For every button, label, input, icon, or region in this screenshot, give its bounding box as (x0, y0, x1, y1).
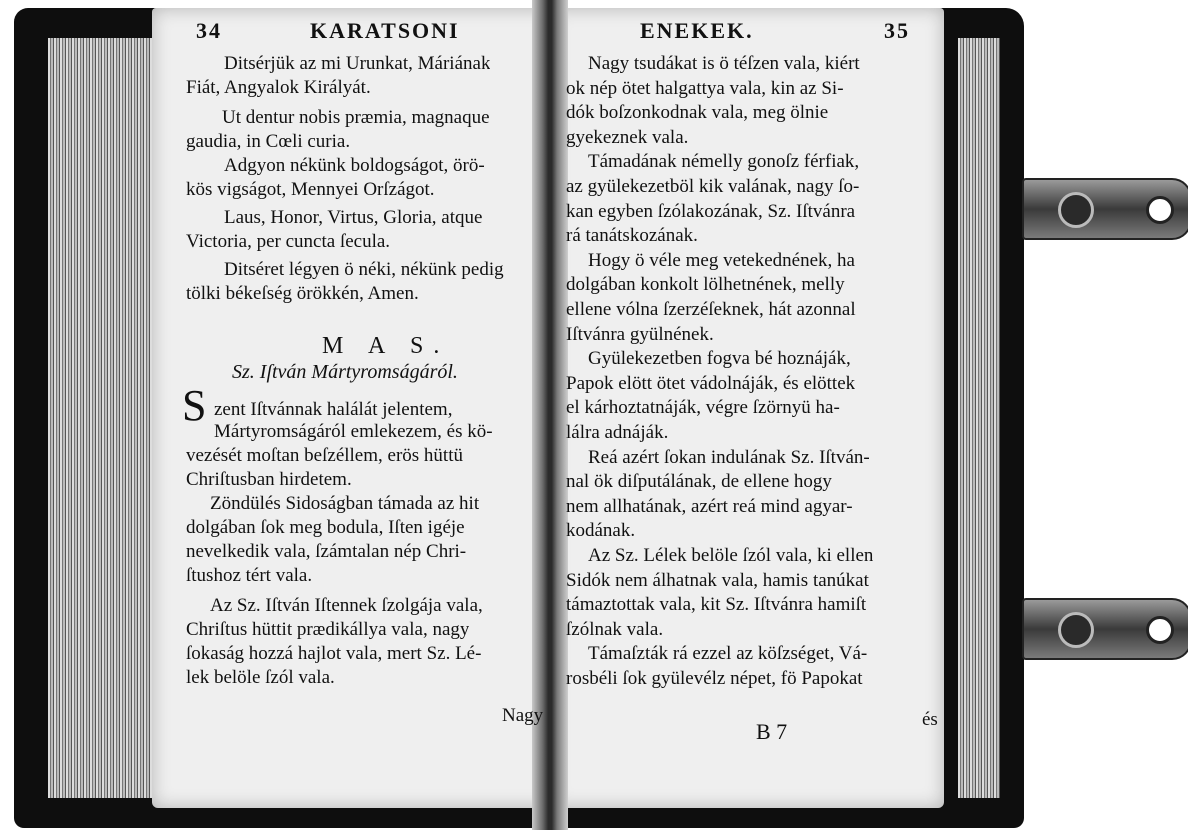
upper-clasp (1022, 178, 1188, 240)
right-text-line: az gyülekezetböl kik valának, nagy ſo- (566, 176, 860, 197)
right-text-line: Papok elött ötet vádolnáják, és elöttek (566, 372, 856, 394)
right-catchword: és (922, 709, 938, 730)
clasp-hole (1146, 196, 1174, 224)
clasp-hole (1146, 616, 1174, 644)
left-text-line: Ut dentur nobis præmia, magnaque (222, 107, 490, 128)
left-text-line: Ditsérjük az mi Urunkat, Máriának (224, 53, 491, 74)
section-heading: M A S. (322, 333, 450, 359)
left-text-line: tölki békeſség örökkén, Amen. (186, 283, 419, 304)
left-text-line: ſokaság hozzá hajlot vala, mert Sz. Lé- (186, 643, 482, 664)
right-text-line: el kárhoztatnáják, végre ſzörnyü ha- (566, 397, 840, 419)
page-edges-right (958, 38, 1000, 798)
right-text-line: Iſtvánra gyülnének. (566, 323, 714, 345)
right-text-line: támaztottak vala, kit Sz. Iſtvánra hamiſt (566, 594, 867, 616)
right-page-number: 35 (884, 18, 910, 43)
clasp-knob (1058, 192, 1094, 228)
left-text-line: Victoria, per cuncta ſecula. (186, 231, 391, 252)
right-text-line: Nagy tsudákat is ö téſzen vala, kiért (588, 53, 860, 74)
left-text-line: nevelkedik vala, ſzámtalan nép Chri- (186, 541, 467, 562)
right-text-line: Gyülekezetben fogva bé hoznáják, (588, 348, 851, 370)
right-text-line: kodának. (566, 520, 636, 542)
left-text-line: kös vigságot, Mennyei Orſzágot. (186, 179, 435, 200)
drop-cap: S (182, 381, 207, 430)
clasp-knob (1058, 612, 1094, 648)
left-text-line: Fiát, Angyalok Királyát. (186, 77, 371, 98)
left-text-line: Mártyromságáról emlekezem, és kö- (214, 421, 493, 442)
left-page-number: 34 (196, 18, 222, 43)
left-catchword: Nagy (502, 705, 544, 726)
left-text-line: Adgyon nékünk boldogságot, örö- (224, 155, 485, 176)
right-running-head: ENEKEK. (640, 18, 754, 43)
left-text-line: zent Iſtvánnak halálát jelentem, (214, 399, 453, 420)
right-text-line: dók boſzonkodnak vala, meg ölnie (566, 102, 829, 124)
right-text-line: Sidók nem álhatnak vala, hamis tanúkat (566, 569, 869, 591)
left-text-line: Zöndülés Sidoságban támada az hit (210, 493, 480, 514)
left-text-line: dolgában ſok meg bodula, Iſten igéje (186, 517, 465, 538)
right-text-line: kan egyben ſzólakozának, Sz. Iſtvánra (566, 200, 856, 222)
right-text-line: nem allhatának, azért reá mind agyar- (566, 495, 853, 517)
left-text-line: Az Sz. Iſtván Iſtennek ſzolgája vala, (210, 595, 483, 616)
left-text-line: gaudia, in Cœli curia. (186, 131, 351, 152)
right-text-line: ſzólnak vala. (566, 618, 664, 640)
left-text-line: Chriſtusban hirdetem. (186, 469, 352, 490)
lower-clasp (1022, 598, 1188, 660)
left-text-line: Ditséret légyen ö néki, nékünk pedig (224, 259, 504, 280)
right-text-line: Az Sz. Lélek belöle ſzól vala, ki ellen (588, 545, 874, 566)
right-text-line: dolgában konkolt lölhetnének, melly (566, 274, 845, 296)
right-text-line: rosbéli ſok gyülevélz népet, fö Papokat (566, 668, 863, 689)
right-text-line: Reá azért ſokan indulának Sz. Iſtván- (588, 446, 870, 468)
right-text-line: nal ök diſputálának, de ellene hogy (566, 471, 832, 493)
left-running-head: KARATSONI (310, 18, 460, 43)
left-text-line: lek belöle ſzól vala. (186, 667, 335, 688)
signature-mark: B 7 (756, 719, 788, 744)
right-text-line: lálra adnáják. (566, 422, 669, 443)
right-text-line: Támaſzták rá ezzel az köſzséget, Vá- (588, 643, 868, 665)
left-text-line: vezését moſtan beſzéllem, erös hüttü (186, 445, 463, 466)
left-text-line: Laus, Honor, Virtus, Gloria, atque (224, 207, 483, 228)
right-text-line: Támadának némelly gonoſz férfiak, (588, 151, 860, 173)
right-text-line: ok nép ötet halgattya vala, kin az Si- (566, 77, 844, 99)
right-text-line: ellene vólna ſzerzéſeknek, hát azonnal (566, 299, 856, 320)
left-text-line: ſtushoz tért vala. (186, 565, 313, 586)
section-subheading: Sz. Iſtván Mártyromságáról. (232, 361, 458, 383)
right-text-line: rá tanátskozának. (566, 225, 698, 247)
right-text-line: gyekeznek vala. (566, 126, 689, 148)
left-text-line: Chriſtus hüttit prædikállya vala, nagy (186, 619, 470, 640)
right-text-line: Hogy ö véle meg vetekednének, ha (588, 249, 855, 271)
page-edges-left (48, 38, 152, 798)
